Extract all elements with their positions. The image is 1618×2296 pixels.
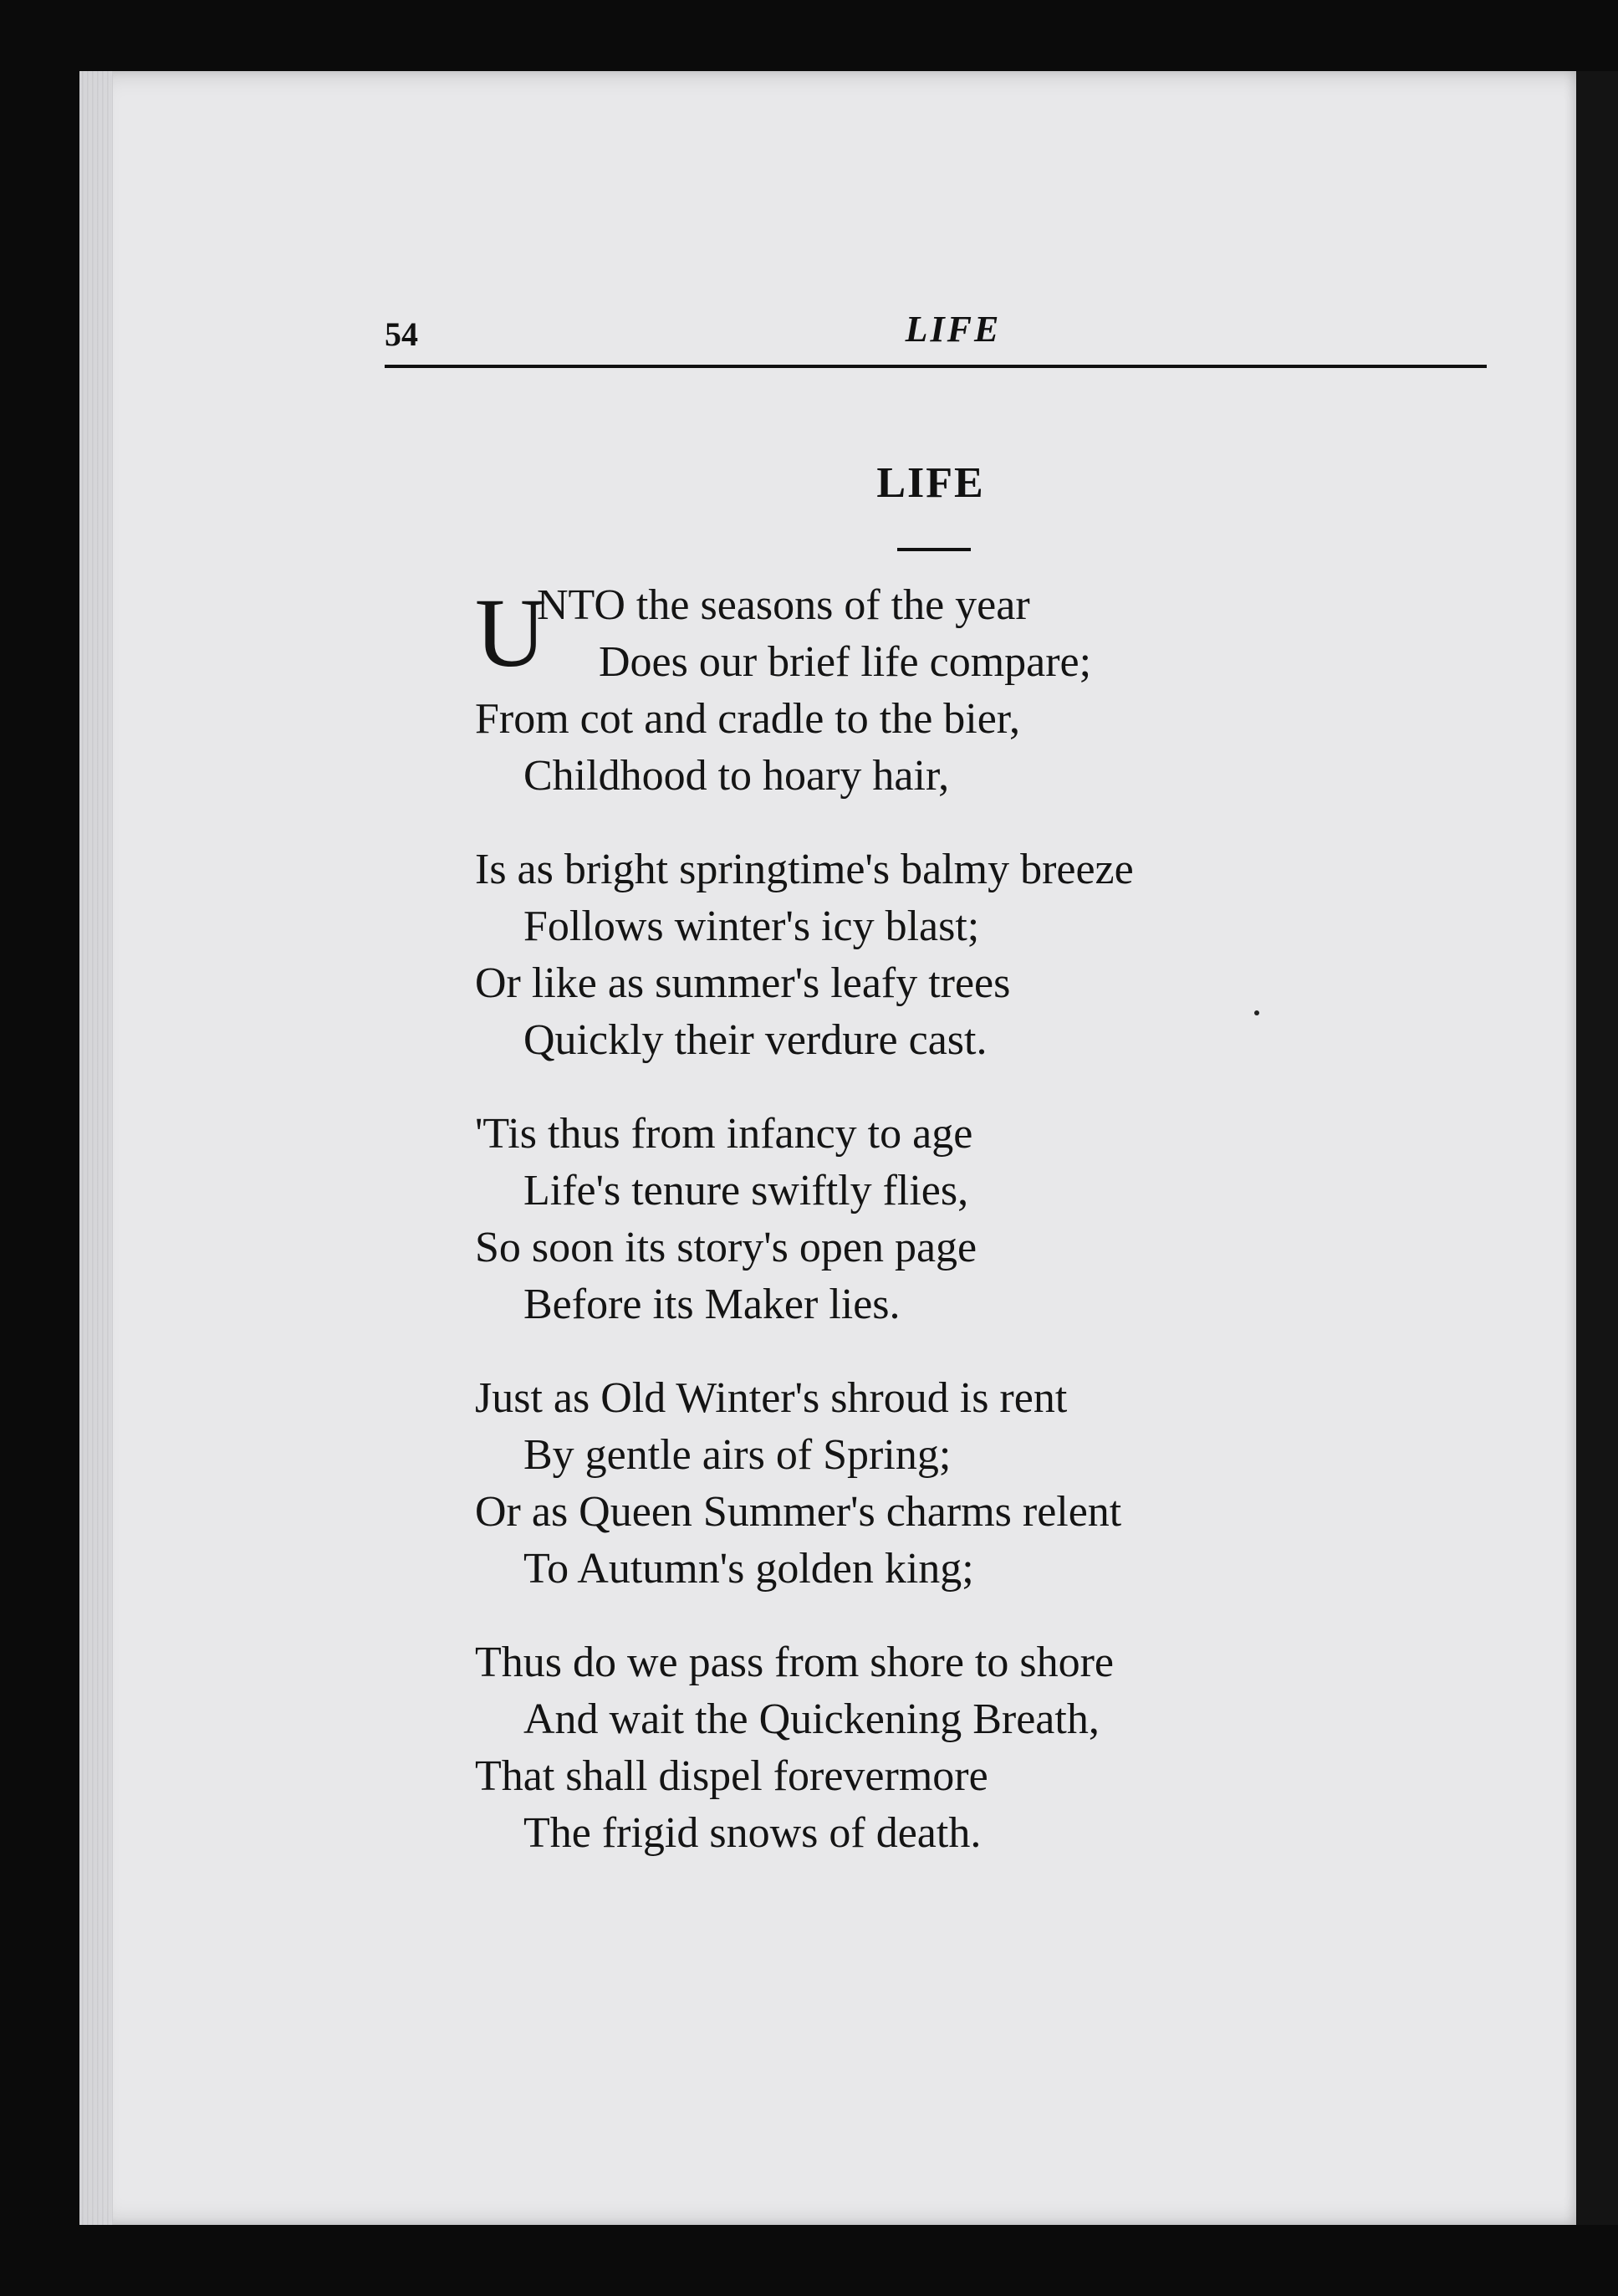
poem-line: Life's tenure swiftly flies, <box>523 1167 969 1214</box>
poem-line: Just as Old Winter's shroud is rent <box>475 1374 1068 1422</box>
stanza <box>475 1634 1311 1862</box>
poem-line: Follows winter's icy blast; <box>523 903 980 950</box>
stanza <box>475 1106 1311 1333</box>
poem-line: 'Tis thus from infancy to age <box>475 1110 973 1158</box>
poem-line: Quickly their verdure cast. <box>523 1016 988 1064</box>
poem-line: So soon its story's open page <box>475 1224 977 1271</box>
poem-line: The frigid snows of death. <box>523 1809 982 1857</box>
page-number: 54 <box>385 315 418 353</box>
poem-body <box>475 577 1311 1899</box>
poem-line: Is as bright springtime's balmy breeze <box>475 846 1134 893</box>
poem-line: Does our brief life compare; <box>599 638 1092 686</box>
poem-line: Childhood to hoary hair, <box>523 752 950 800</box>
ink-speck <box>1254 1010 1259 1015</box>
title-rule <box>897 548 971 551</box>
poem-line: Or as Queen Summer's charms relent <box>475 1488 1122 1536</box>
drop-cap: U <box>475 578 547 688</box>
poem-title: LIFE <box>876 459 985 507</box>
header-rule <box>385 365 1487 368</box>
page-gutter-edge <box>79 71 113 2225</box>
stanza <box>475 577 1311 805</box>
running-head: LIFE <box>905 309 1002 350</box>
facing-page-edge <box>1576 71 1618 2225</box>
stanza <box>475 841 1311 1069</box>
poem-line: Thus do we pass from shore to shore <box>475 1639 1114 1686</box>
poem-line: Before its Maker lies. <box>523 1281 901 1328</box>
poem-line: From cot and cradle to the bier, <box>475 695 1021 743</box>
poem-line: By gentle airs of Spring; <box>523 1431 952 1479</box>
poem-line: That shall dispel forevermore <box>475 1752 988 1800</box>
stanza <box>475 1370 1311 1598</box>
poem-line: To Autumn's golden king; <box>523 1545 974 1593</box>
poem-line: Or like as summer's leafy trees <box>475 959 1011 1007</box>
poem-line: And wait the Quickening Breath, <box>523 1695 1100 1743</box>
poem-line-text: NTO the seasons of the year <box>537 581 1030 629</box>
